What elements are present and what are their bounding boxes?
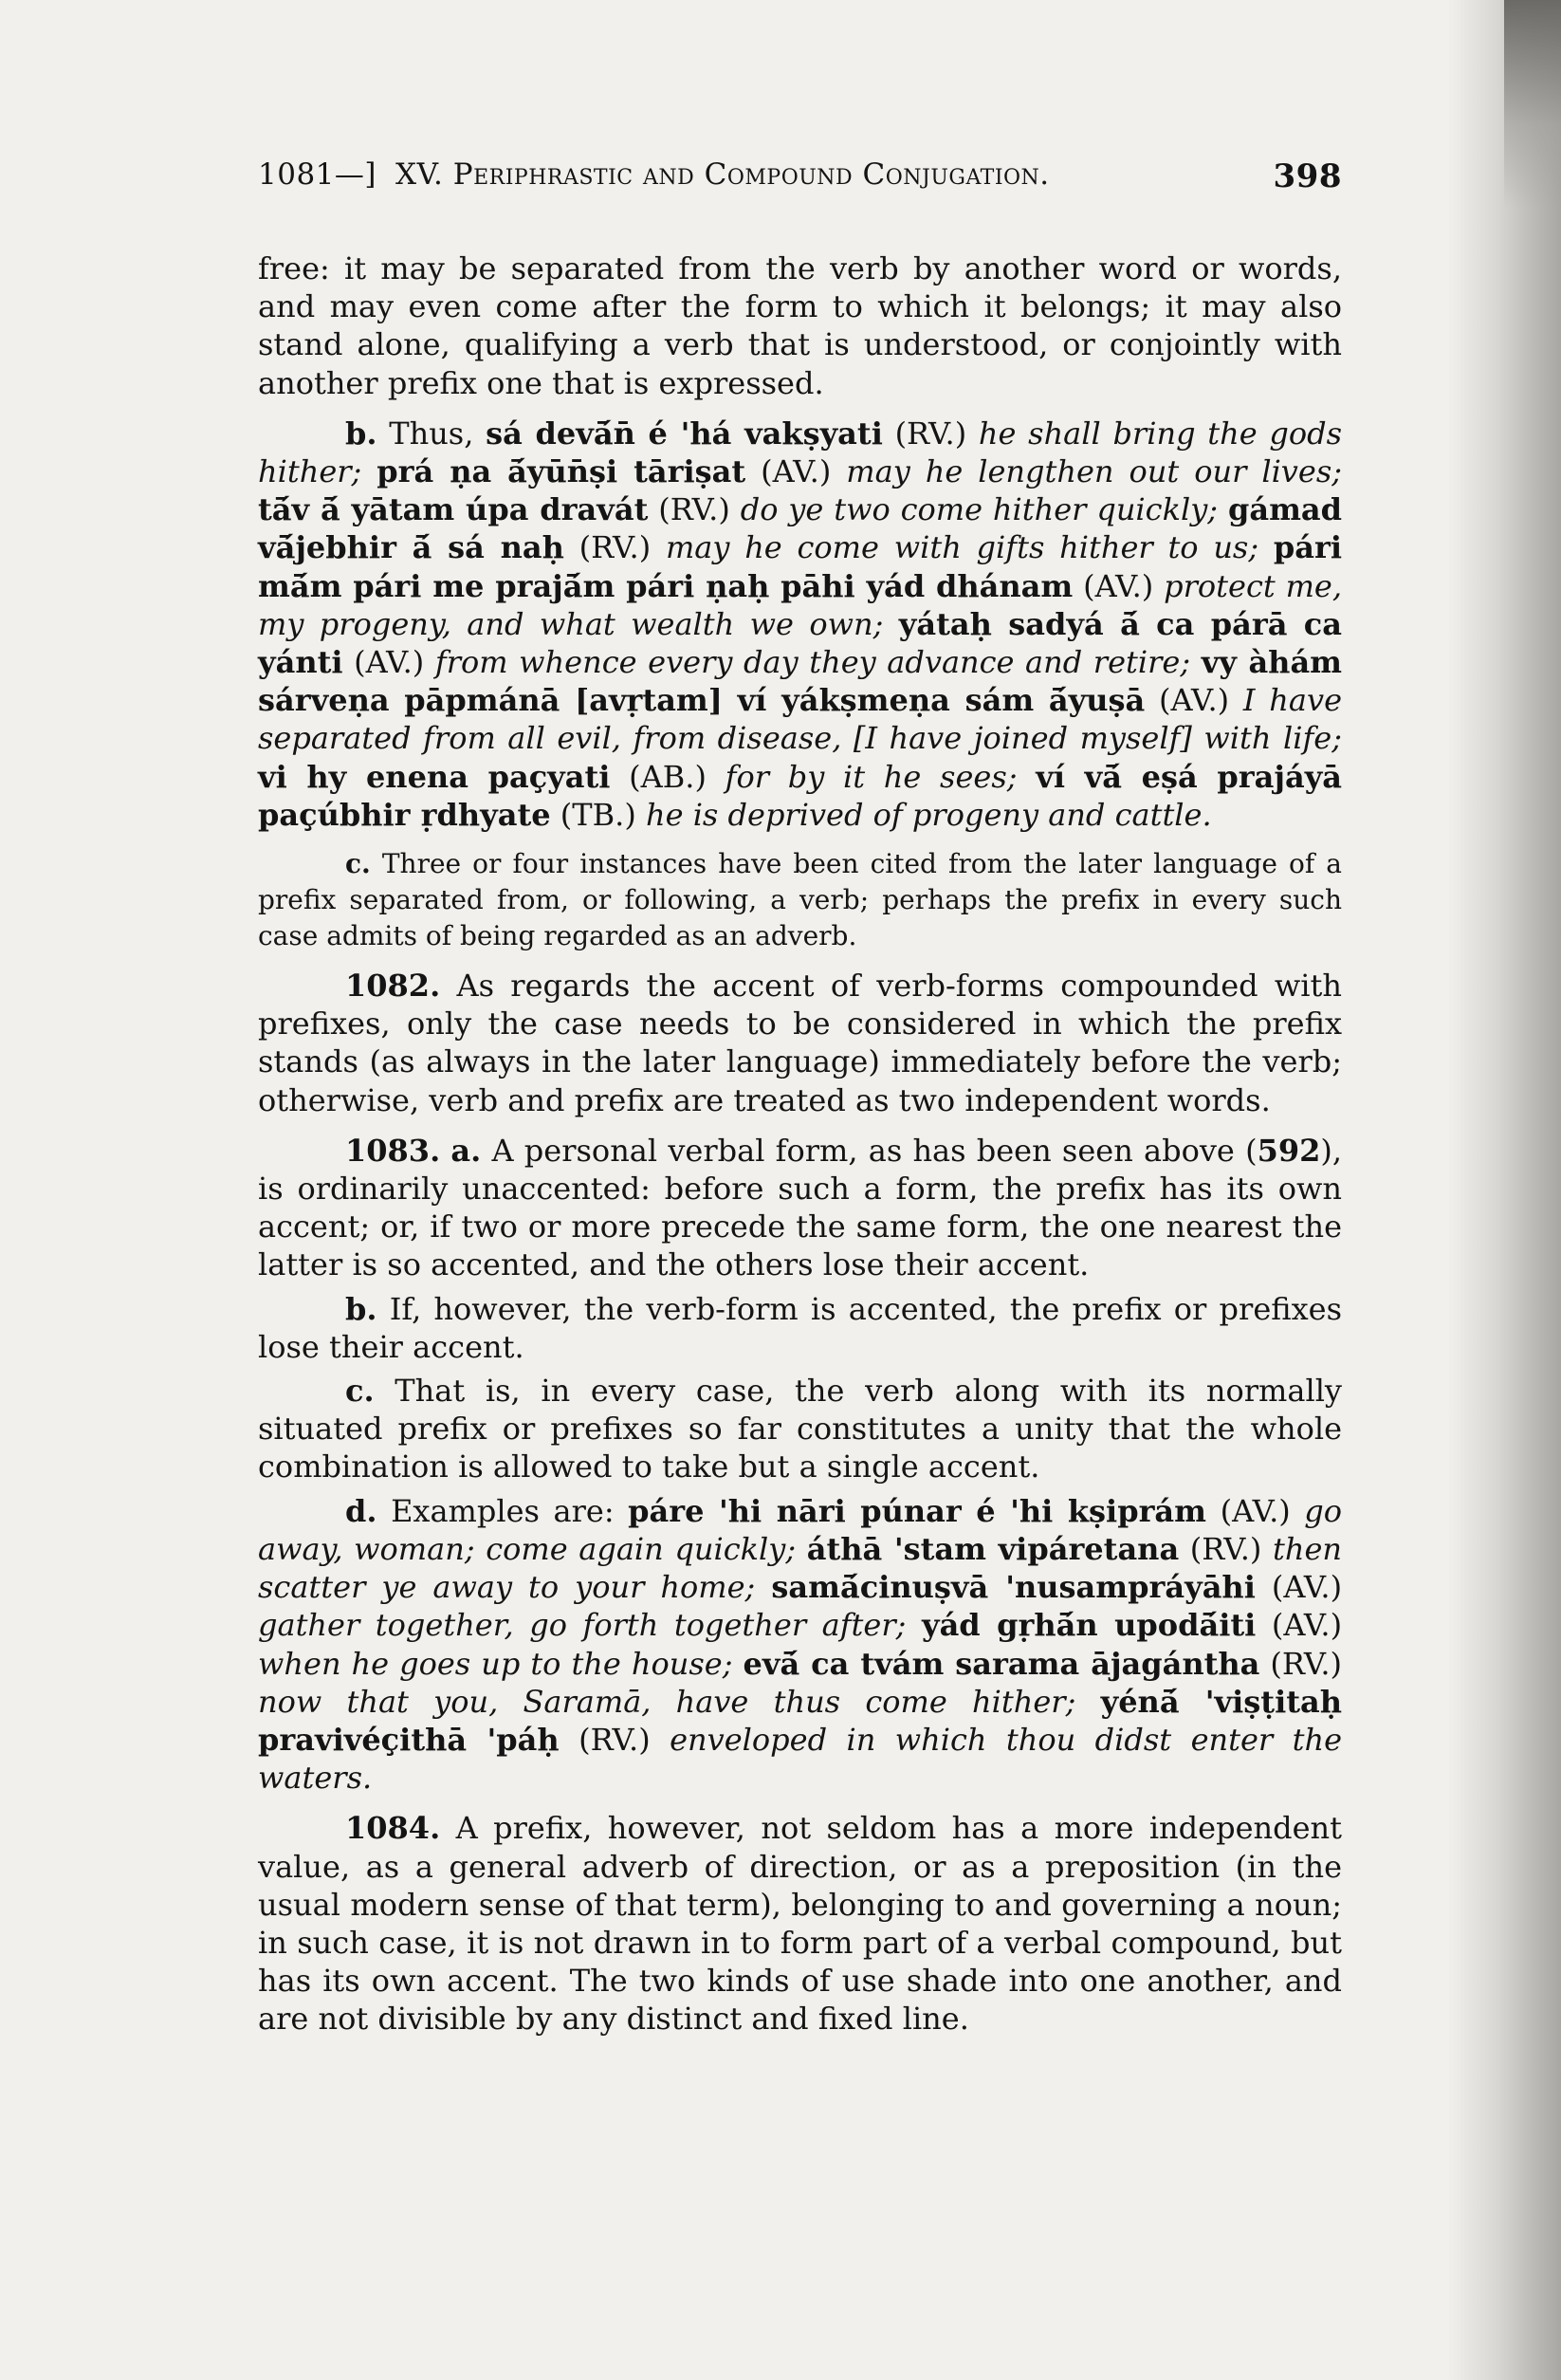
paragraph-1081c: c. Three or four instances have been cited from the later language of a prefix separated from, or following, a verb; perhaps the prefix in every such case admits of being regarded as an adverb. bbox=[258, 848, 1342, 952]
paragraph-1081-continuation: free: it may be separated from the verb by another word or words, and may even come after the form to which it belongs; it may also stand alone, qualifying a verb that is understood, or conjointly with another prefix one that is expressed. bbox=[258, 250, 1342, 401]
paragraph-1083c: c. That is, in every case, the verb along with its normally situated prefix or prefixes so far constitutes a unity that the whole combination is allowed to take but a single accent. bbox=[258, 1373, 1343, 1485]
paragraph-1083a: 1083. a. A personal verbal form, as has been seen above (592), is ordinarily unaccented: before such a form, the prefix has its own accent; or, if two or more precede the same form, the one nearest the latter is so accented, and the others lose their accent. bbox=[258, 1132, 1343, 1283]
page-number: 398 bbox=[1273, 157, 1342, 195]
running-head-section: 1081—] bbox=[258, 157, 376, 192]
paragraph-1083b: b. If, however, the verb-form is accented, the prefix or prefixes lose their accent. bbox=[258, 1290, 1343, 1365]
paragraph-1081b: b. Thus, sá devā́n̄ é 'há vakṣyati (RV.) he shall bring the gods hither; prá ṇa ā́yūn̄ṣi tāriṣat (AV.) may he lengthen out our lives; tā́v ā́ yātam úpa dravát (RV.) do ye two come hither quickly; gámad vā́jebhir ā́ sá naḥ (RV.) may he come with gifts hither to us; pári mā́m pári me prajā́m pári ṇaḥ pāhi yád dhánam (AV.) protect me, my progeny, and what wealth we own; yátaḥ sadyá ā́ ca párā ca yánti (AV.) from whence every day they advance and retire; vy àhám sárveṇa pāpmánā [avṛtam] ví yákṣmeṇa sám ā́yuṣā (AV.) I have separated from all evil, from disease, [I have joined myself] with life; vi hy enena paçyati (AB.) for by it he sees; ví vā́ eṣá prajáyā paçúbhir ṛdhyate (TB.) he is deprived of progeny and cattle. bbox=[258, 415, 1343, 833]
paragraph-1082: 1082. As regards the accent of verb-forms compounded with prefixes, only the case needs to be considered in which the prefix stands (as always in the later language) immediately before the verb; otherwise, verb and prefix are treated as two independent words. bbox=[258, 968, 1343, 1118]
page-corner-shadow bbox=[1504, 0, 1561, 209]
paragraph-1083d: d. Examples are: páre 'hi nāri púnar é 'hi kṣiprám (AV.) go away, woman; come again quickly; áthā 'stam vipáretana (RV.) then scatter ye away to your home; samā́cinuṣvā 'nusampráyāhi (AV.) gather together, go forth together after; yád gṛhā́n upodā́iti (AV.) when he goes up to the house; evā́ ca tvám sarama ājagántha (RV.) now that you, Saramā, have thus come hither; yénā́ 'viṣṭitaḥ pravivéçithā 'páḥ (RV.) enveloped in which thou didst enter the waters. bbox=[258, 1492, 1343, 1797]
paragraph-1084: 1084. A prefix, however, not seldom has a more independent value, as a general adverb of direction, or as a preposition (in the usual modern sense of that term), belonging to and governing a noun; in such case, it is not drawn in to form part of a verbal compound, but has its own accent. The two kinds of use shade into one another, and are not divisible by any distinct and fixed line. bbox=[258, 1810, 1343, 2038]
page-body bbox=[258, 249, 1342, 2039]
running-head-title: XV. Periphrastic and Compound Conjugation. bbox=[395, 157, 1050, 192]
page-edge-shadow bbox=[1447, 0, 1561, 2380]
running-head bbox=[258, 157, 1342, 203]
